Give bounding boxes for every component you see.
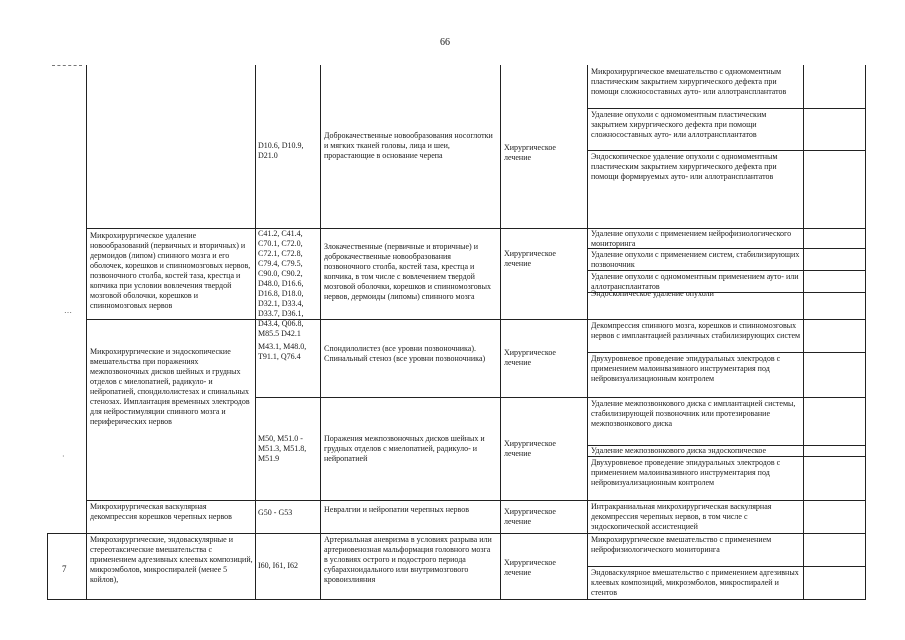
diagnosis-description: Артериальная аневризма в условиях разрыва или артериовенозная мальформация головного мозга в условиях острого и подострого периода субарахноидального или внутримозгового кровоизлияния	[324, 535, 492, 584]
table-border	[500, 65, 501, 600]
table-border	[47, 533, 48, 600]
intervention-name: Микрохирургические и эндоскопические вмешательства при поражениях межпозвоночных дисков шейных и грудных отделов с миелопатией, радикуло- и нейропатией, спондилолистезах и спинальных стенозах. Имплантация временных электродов для нейростимуляции спинного мозга и периферических нервов	[90, 347, 250, 426]
margin-mark: ·	[62, 452, 65, 461]
dashed-marker	[52, 65, 82, 66]
method-item: Декомпрессия спинного мозга, корешков и спинномозговых нервов с имплантацией различных стабилизирующих систем	[591, 321, 801, 340]
method-item: Эндоскопическое удаление опухоли	[591, 289, 714, 298]
intervention-name: Микрохирургическая васкулярная декомпрессия корешков черепных нервов	[90, 502, 232, 521]
page-number: 66	[440, 37, 450, 48]
table-border	[587, 248, 865, 249]
diagnosis-description: Невралгии и нейропатии черепных нервов	[324, 505, 470, 514]
table-border	[587, 500, 865, 501]
table-border	[587, 65, 588, 600]
treatment-type: Хирургическое лечение	[504, 507, 556, 526]
treatment-type: Хирургическое лечение	[504, 439, 556, 458]
diagnosis-description: Поражения межпозвоночных дисков шейных и грудных отделов с миелопатией, радикуло- и нейропатией	[324, 434, 485, 463]
table-border	[587, 456, 865, 457]
method-item: Удаление опухоли с одномоментным применением ауто- или аллотрансплантатов	[591, 272, 799, 291]
treatment-type: Хирургическое лечение	[504, 348, 556, 367]
diagnosis-description: Злокачественные (первичные и вторичные) и доброкачественные новообразования позвоночного столба, костей таза, крестца и копчика, в том числе с вовлечением твердой мозговой оболочки, корешков и спинномозговых нервов, дермоиды (липомы) спинного мозга	[324, 242, 491, 301]
treatment-type: Хирургическое лечение	[504, 558, 556, 577]
table-border	[587, 270, 865, 271]
row-number: 7	[62, 564, 67, 574]
diagnosis-description: Спондилолистез (все уровни позвоночника). Спинальный стеноз (все уровни позвоночника)	[324, 344, 486, 363]
method-item: Эндоскопическое удаление опухоли с одномоментным пластическим закрытием хирургического дефекта при помощи формируемых ауто- или аллотрансплантатов	[591, 152, 778, 181]
table-border	[587, 319, 865, 320]
table-border	[587, 397, 865, 398]
method-item: Удаление межпозвонкового диска эндоскопическое	[591, 446, 767, 455]
table-border	[865, 65, 866, 600]
margin-mark: …	[64, 306, 72, 315]
table-border	[587, 352, 865, 353]
diagnosis-codes: D10.6, D10.9, D21.0	[258, 141, 304, 160]
table-border	[587, 108, 865, 109]
method-item: Удаление опухоли с применением систем, стабилизирующих позвоночник	[591, 250, 800, 269]
method-item: Удаление опухоли с применением нейрофизиологического мониторинга	[591, 229, 792, 248]
table-border	[320, 65, 321, 600]
method-item: Удаление межпозвонкового диска с имплантацией системы, стабилизирующей позвоночник или протезирование межпозвонкового диска	[591, 399, 796, 428]
treatment-type: Хирургическое лечение	[504, 143, 556, 162]
table-border	[255, 65, 256, 600]
diagnosis-codes: C41.2, C41.4, C70.1, C72.0, C72.1, C72.8, C79.4, C79.5, C90.0, C90.2, D48.0, D16.6, D16.8, D18.0, D32.1, D33.4, D33.7, D36.1, D43.4, Q06.8, M85.5 D42.1	[258, 229, 304, 338]
method-item: Двухуровневое проведение эпидуральных электродов с применением малоинвазивного инструментария под нейровизуализационным контролем	[591, 458, 781, 487]
table-border	[587, 566, 865, 567]
treatment-type: Хирургическое лечение	[504, 249, 556, 268]
table-border	[255, 397, 587, 398]
table-border	[587, 150, 865, 151]
method-item: Удаление опухоли с одномоментным пластическим закрытием хирургического дефекта при помощи сложносоставных ауто- или аллотрансплантатов	[591, 110, 767, 139]
table-border	[803, 65, 804, 600]
method-item: Микрохирургическое вмешательство с одномоментным пластическим закрытием хирургического дефекта при помощи сложносоставных ауто- или аллотрансплантатов	[591, 67, 787, 96]
method-item: Двухуровневое проведение эпидуральных электродов с применением малоинвазивного инструментария под нейровизуализационным контролем	[591, 354, 781, 383]
intervention-name: Микрохирургическое удаление новообразований (первичных и вторичных) и дермоидов (липом) спинного мозга и его оболочек, корешков и спинномозговых нервов, позвоночного столба, костей таза, крестца и копчика при условии вовлечения твердой мозговой оболочки, корешков и спинномозговых нервов	[90, 231, 251, 310]
diagnosis-codes: M43.1, M48.0, T91.1, Q76.4	[258, 342, 307, 361]
table-border	[86, 319, 587, 320]
table-border	[86, 228, 587, 229]
table-border	[47, 599, 865, 600]
diagnosis-codes: M50, M51.0 - M51.3, M51.8, M51.9	[258, 434, 307, 463]
method-item: Эндоваскулярное вмешательство с применением адгезивных клеевых композиций, микроэмболов, микроспиралей и стентов	[591, 568, 799, 597]
table-border	[86, 65, 87, 600]
method-item: Интракраниальная микрохирургическая васкулярная декомпрессия черепных нервов, в том числе с эндоскопической ассистенцией	[591, 502, 772, 531]
diagnosis-codes: I60, I61, I62	[258, 561, 298, 570]
table-border	[86, 500, 587, 501]
table-border	[47, 533, 865, 534]
diagnosis-codes: G50 - G53	[258, 508, 293, 517]
intervention-name: Микрохирургические, эндоваскулярные и стереотаксические вмешательства с применением адгезивных клеевых композиций, микроэмболов, микроспиралей (менее 5 койлов),	[90, 535, 253, 584]
diagnosis-description: Доброкачественные новообразования носоглотки и мягких тканей головы, лица и шеи, прорастающие в основание черепа	[324, 131, 493, 160]
method-item: Микрохирургическое вмешательство с применением нейрофизиологического мониторинга	[591, 535, 772, 554]
